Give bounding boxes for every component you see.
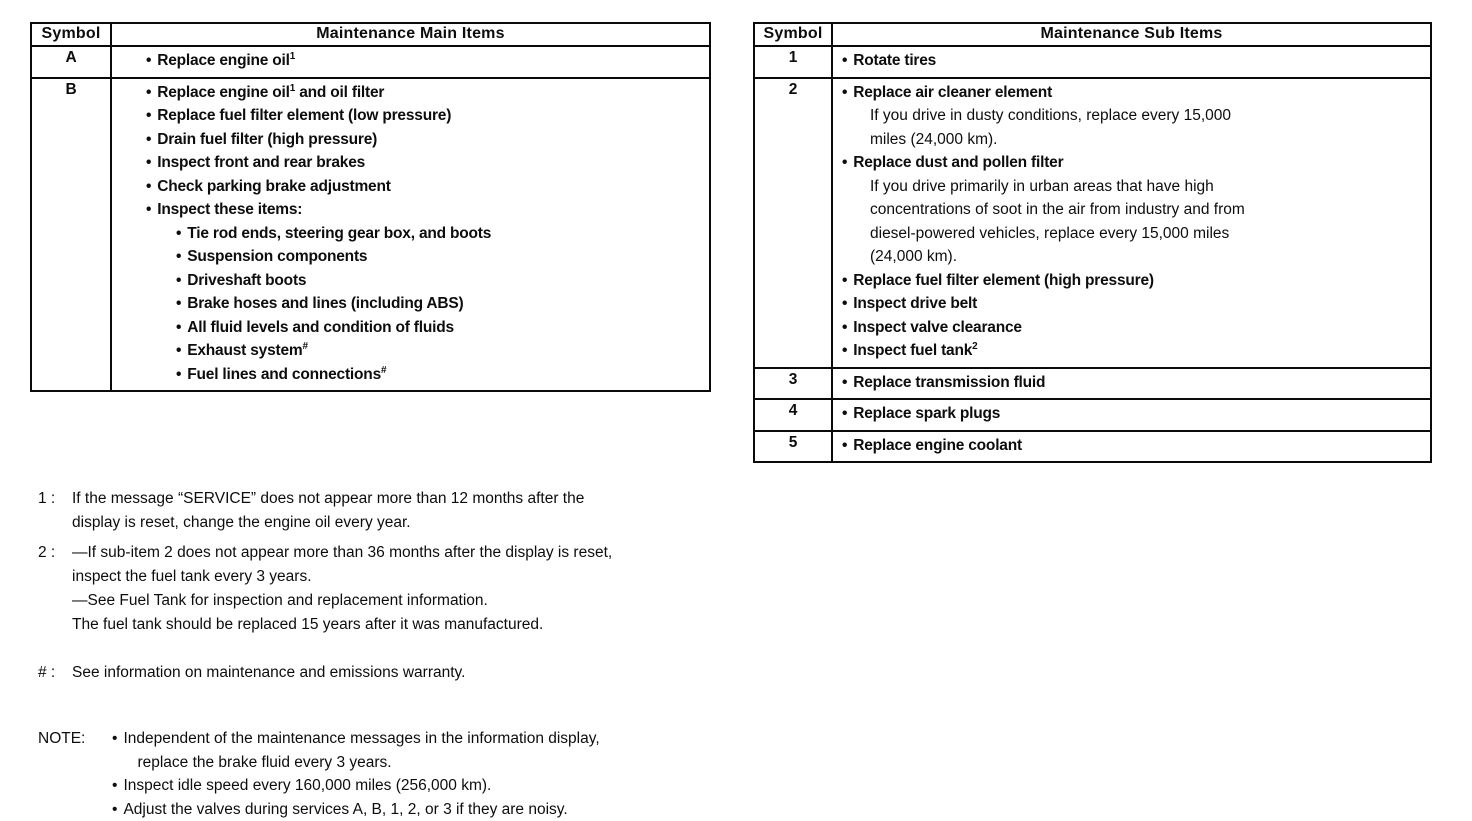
main-items-header: Maintenance Main Items <box>111 23 710 46</box>
item-text: Inspect fuel tank$^2$ <box>853 339 977 363</box>
maintenance-item <box>842 151 1424 175</box>
maintenance-item <box>146 128 703 152</box>
item-text: Inspect drive belt <box>853 292 977 316</box>
note-label: NOTE: <box>38 727 112 821</box>
items-cell <box>832 368 1431 400</box>
footnotes-section <box>38 487 1472 685</box>
sub-table-row <box>754 368 1431 400</box>
item-text: Inspect front and rear brakes <box>157 151 365 175</box>
item-text: Replace transmission fluid <box>853 371 1045 395</box>
items-cell <box>832 431 1431 463</box>
bullet-icon: • <box>842 316 847 340</box>
item-text: Inspect these items: <box>157 198 302 222</box>
item-text: Inspect valve clearance <box>853 316 1022 340</box>
sub-symbol-header: Symbol <box>754 23 832 46</box>
main-table-row <box>31 78 710 392</box>
bullet-icon: • <box>146 49 151 73</box>
bullet-icon: • <box>842 434 847 458</box>
maintenance-item <box>146 339 703 363</box>
bullet-icon: • <box>842 49 847 73</box>
bullet-icon: • <box>112 774 117 798</box>
tables-row <box>30 22 1472 463</box>
symbol-cell: 1 <box>754 46 832 78</box>
maintenance-item <box>146 175 703 199</box>
item-text: diesel-powered vehicles, replace every 15,000 miles <box>870 222 1229 246</box>
item-text: Replace engine oil$^1$ <box>157 49 295 73</box>
item-text: Brake hoses and lines (including ABS) <box>187 292 463 316</box>
note-items <box>112 727 600 821</box>
bullet-icon: • <box>176 316 181 340</box>
item-text: Fuel lines and connections# <box>187 363 386 387</box>
bullet-icon: • <box>176 292 181 316</box>
maintenance-item <box>146 245 703 269</box>
sub-items-table <box>753 22 1432 463</box>
bullet-icon: • <box>842 292 847 316</box>
bullet-icon: • <box>842 81 847 105</box>
item-text: If you drive primarily in urban areas that have high <box>870 175 1214 199</box>
item-text: Driveshaft boots <box>187 269 306 293</box>
bullet-icon: • <box>112 727 117 751</box>
symbol-cell: 2 <box>754 78 832 368</box>
note-item <box>112 774 600 798</box>
bullet-icon: • <box>842 371 847 395</box>
bullet-icon: • <box>176 269 181 293</box>
symbol-cell: A <box>31 46 111 78</box>
note-item <box>112 727 600 774</box>
bullet-icon: • <box>146 81 151 105</box>
bullet-icon: • <box>146 175 151 199</box>
item-description-line <box>842 198 1424 222</box>
items-cell <box>832 399 1431 431</box>
item-text: miles (24,000 km). <box>870 128 997 152</box>
maintenance-item <box>146 222 703 246</box>
maintenance-item <box>842 49 1424 73</box>
bullet-icon: • <box>176 339 181 363</box>
maintenance-item <box>842 371 1424 395</box>
footnote <box>38 541 1472 637</box>
bullet-icon: • <box>176 222 181 246</box>
main-items-table <box>30 22 711 392</box>
bullet-icon: • <box>176 245 181 269</box>
item-text: Rotate tires <box>853 49 936 73</box>
sub-table-body <box>754 46 1431 462</box>
sub-table-row <box>754 431 1431 463</box>
maintenance-item <box>146 49 703 73</box>
maintenance-item <box>842 269 1424 293</box>
main-table-row <box>31 46 710 78</box>
note-item-text: Adjust the valves during services A, B, 1, 2, or 3 if they are noisy. <box>123 798 567 821</box>
item-text: Exhaust system# <box>187 339 308 363</box>
maintenance-item <box>146 151 703 175</box>
footnote-text: See information on maintenance and emissions warranty. <box>72 661 465 685</box>
item-text: Replace dust and pollen filter <box>853 151 1063 175</box>
footnote-marker: 1 : <box>38 487 72 535</box>
item-description-line <box>842 245 1424 269</box>
footnote <box>38 487 1472 535</box>
main-table-header-row <box>31 23 710 46</box>
maintenance-item <box>146 292 703 316</box>
footnote-text: —If sub-item 2 does not appear more than 36 months after the display is reset, inspect the fuel tank every 3 years. —See Fuel Tank for inspection and replacement information. The fuel tank should be replaced 15 years after it was manufactured. <box>72 541 612 637</box>
item-description-line <box>842 104 1424 128</box>
item-text: If you drive in dusty conditions, replace every 15,000 <box>870 104 1231 128</box>
maintenance-item <box>842 402 1424 426</box>
footnote <box>38 661 1472 685</box>
bullet-icon: • <box>146 104 151 128</box>
bullet-icon: • <box>842 151 847 175</box>
item-description-line <box>842 222 1424 246</box>
bullet-icon: • <box>842 269 847 293</box>
symbol-cell: 5 <box>754 431 832 463</box>
maintenance-item <box>842 292 1424 316</box>
bullet-icon: • <box>176 363 181 387</box>
sub-table-row <box>754 399 1431 431</box>
note-item <box>112 798 600 821</box>
note-item-text: Independent of the maintenance messages in the information display, replace the brake fluid every 3 years. <box>123 727 599 774</box>
item-text: Replace spark plugs <box>853 402 1000 426</box>
maintenance-item <box>146 269 703 293</box>
sub-table-row <box>754 46 1431 78</box>
main-table-body <box>31 46 710 391</box>
bullet-icon: • <box>842 339 847 363</box>
note-section <box>38 727 1472 821</box>
item-text: All fluid levels and condition of fluids <box>187 316 454 340</box>
item-text: Replace air cleaner element <box>853 81 1052 105</box>
sub-table-row <box>754 78 1431 368</box>
symbol-cell: 4 <box>754 399 832 431</box>
sub-table-header-row <box>754 23 1431 46</box>
bullet-icon: • <box>146 128 151 152</box>
main-symbol-header: Symbol <box>31 23 111 46</box>
item-text: concentrations of soot in the air from industry and from <box>870 198 1245 222</box>
symbol-cell: B <box>31 78 111 392</box>
footnote-text: If the message “SERVICE” does not appear more than 12 months after the display is reset, change the engine oil every year. <box>72 487 584 535</box>
bullet-icon: • <box>146 151 151 175</box>
bullet-icon: • <box>112 798 117 821</box>
item-text: Replace engine oil$^1$ and oil filter <box>157 81 384 105</box>
item-description-line <box>842 128 1424 152</box>
items-cell <box>111 78 710 392</box>
sub-items-header: Maintenance Sub Items <box>832 23 1431 46</box>
maintenance-item <box>842 316 1424 340</box>
item-text: Check parking brake adjustment <box>157 175 390 199</box>
maintenance-item <box>146 198 703 222</box>
item-description-line <box>842 175 1424 199</box>
item-text: Drain fuel filter (high pressure) <box>157 128 377 152</box>
items-cell <box>832 46 1431 78</box>
maintenance-item <box>146 363 703 387</box>
bullet-icon: • <box>842 402 847 426</box>
maintenance-item <box>842 339 1424 363</box>
maintenance-item <box>146 316 703 340</box>
item-text: Replace fuel filter element (high pressure) <box>853 269 1154 293</box>
bullet-icon: • <box>146 198 151 222</box>
item-text: Tie rod ends, steering gear box, and boots <box>187 222 491 246</box>
footnote-marker: 2 : <box>38 541 72 637</box>
maintenance-item <box>146 104 703 128</box>
item-text: (24,000 km). <box>870 245 957 269</box>
item-text: Suspension components <box>187 245 367 269</box>
symbol-cell: 3 <box>754 368 832 400</box>
note-item-text: Inspect idle speed every 160,000 miles (256,000 km). <box>123 774 491 798</box>
maintenance-item <box>842 434 1424 458</box>
maintenance-item <box>842 81 1424 105</box>
item-text: Replace fuel filter element (low pressure) <box>157 104 451 128</box>
items-cell <box>111 46 710 78</box>
maintenance-item <box>146 81 703 105</box>
footnote-marker: # : <box>38 661 72 685</box>
items-cell <box>832 78 1431 368</box>
item-text: Replace engine coolant <box>853 434 1022 458</box>
